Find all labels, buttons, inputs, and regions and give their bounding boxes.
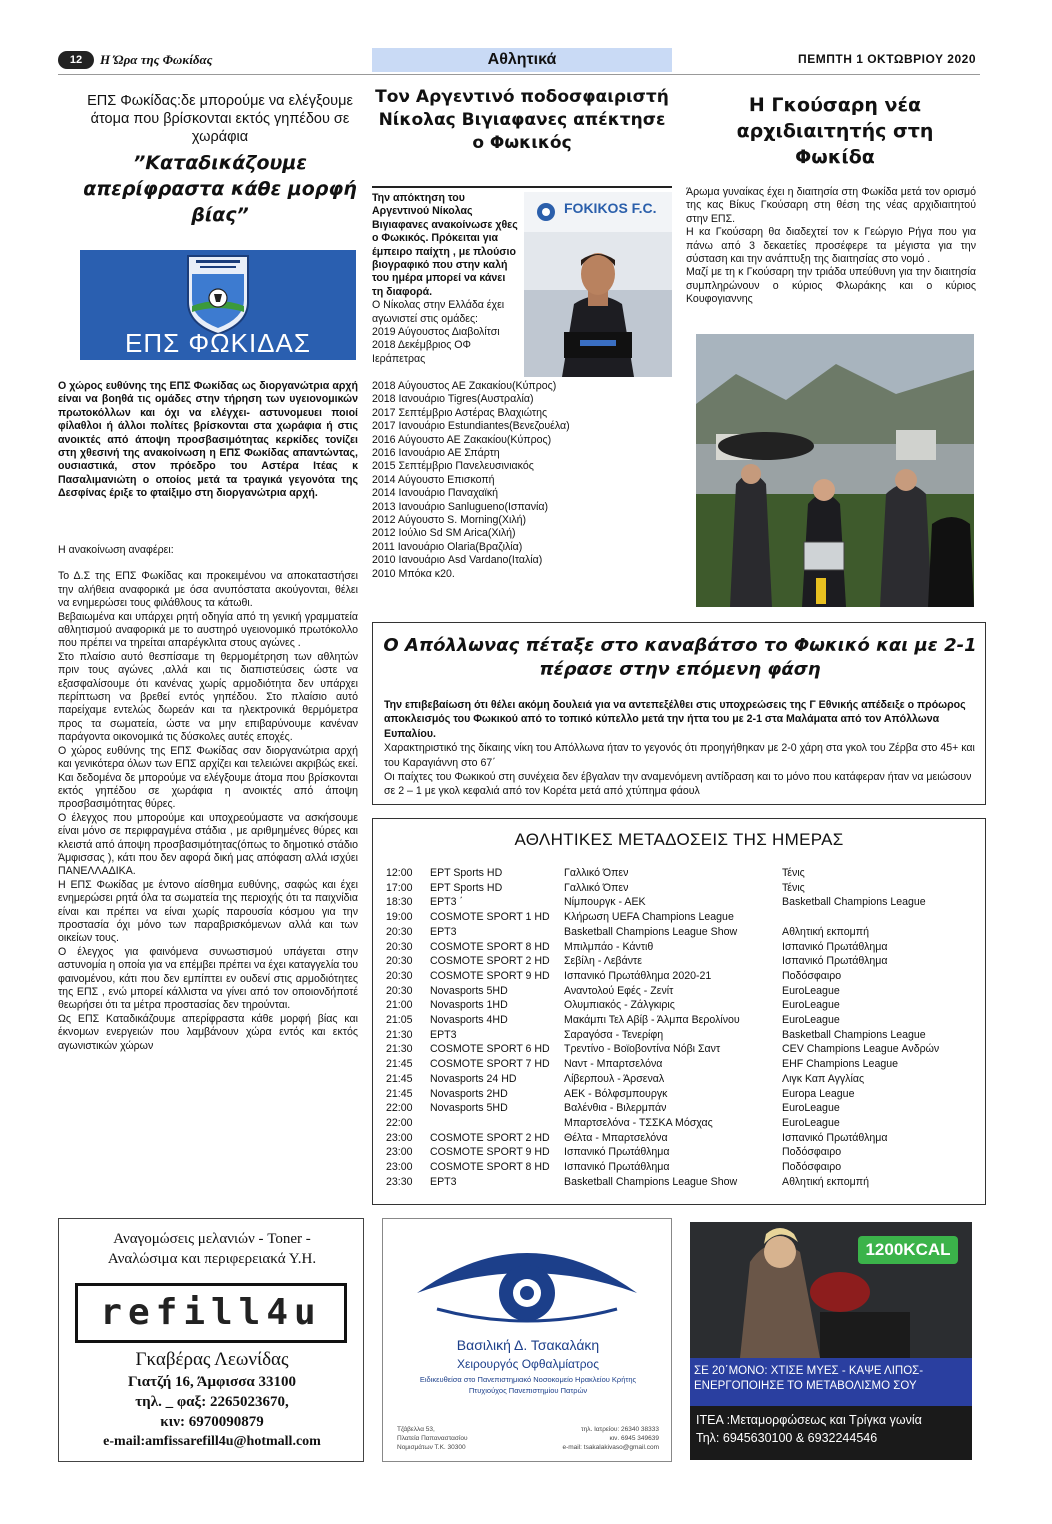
- eps-logo-text: ΕΠΣ ΦΩΚΙΔΑΣ: [125, 328, 311, 358]
- refill-name: Γκαβέρας Λεωνίδας: [135, 1349, 289, 1370]
- refill-logo-frame: [75, 1283, 347, 1343]
- broadcast-channel: COSMOTE SPORT 7 HD: [430, 1058, 550, 1071]
- tv-listing-row: [386, 1101, 976, 1116]
- eps-paragraph: Βεβαιωμένα και υπάρχει ρητή οδηγία από τη γενική γραμματεία αθλητισμού αναφορικά με το αυστηρό υγειονομικό πρωτόκολλο που πρέπει να τηρείται απαρέγκλιτα στους αγώνες .: [58, 610, 358, 650]
- broadcast-time: 20:30: [386, 955, 413, 968]
- broadcast-time: 23:00: [386, 1161, 413, 1174]
- broadcast-category: EuroLeague: [782, 1014, 840, 1027]
- broadcast-event: Μπαρτσελόνα - ΤΣΣΚΑ Μόσχας: [564, 1116, 713, 1129]
- broadcast-event: Νίμπουργκ - ΑΕΚ: [564, 896, 646, 909]
- career-item: 2016 Αύγουστο ΑΕ Ζακακίου(Κύπρος): [372, 433, 552, 446]
- career-list: [372, 380, 672, 581]
- broadcast-event: Σαραγόσα - Τενερίφη: [564, 1028, 664, 1041]
- career-item: 2010 Μπόκα κ20.: [372, 567, 455, 580]
- broadcast-channel: Novasports 5HD: [430, 1102, 508, 1115]
- refill-ad: [58, 1218, 364, 1462]
- eps-logo-image: [80, 250, 356, 360]
- broadcast-time: 18:30: [386, 896, 413, 909]
- apollon-lead: Την επιβεβαίωση ότι θέλει ακόμη δουλειά για να αντεπεξέλθει στις υποχρεώσεις της Γ Εθνικής απέδειξε ο πρόωρος αποκλεισμός του Φωκικού από το τοπικό κύπελλο μετά την ήττα του με 2-1 στα Μαλάματα από τον Απόλλωνα Ευπαλίου.: [384, 699, 966, 740]
- broadcast-time: 12:00: [386, 867, 413, 879]
- broadcast-time: 23:30: [386, 1175, 413, 1188]
- eps-paragraph: Η ΕΠΣ Φωκίδας με έντονο αίσθημα ευθύνης, σαφώς και έχει ενημερώσει ρητά όλα τα σωματεία της περιοχής ότι τα παιχνίδια είναι και πρέπει να είναι χωρίς παρουσία κόσμου για την προστασία όχι μόνο των παραβρισκόμενων αλλά και των οικείων τους.: [58, 878, 358, 945]
- tv-listing-row: [386, 1013, 976, 1028]
- refill-phone: τηλ. _ φαξ: 2265023670,: [135, 1394, 289, 1410]
- tv-listing-row: [386, 1175, 976, 1190]
- tv-listing-row: [386, 895, 976, 910]
- broadcast-time: 17:00: [386, 881, 413, 894]
- broadcast-category: Λιγκ Καπ Αγγλίας: [782, 1072, 865, 1085]
- eps-intro: Ο χώρος ευθύνης της ΕΠΣ Φωκίδας ως διοργανώτρια αρχή είναι να βοηθά τις ομάδες στην τήρηση των υγειονομικών πρωτοκόλλων και όχι να ελέγχει- αστυνομευει ποιοί φίλαθλοι ή άλλοι πολίτες βρίσκονται στα χωράφια ή στις ανοικτές από άποψη προσβασιμότητας κερκίδες τονίζει στη χθεσινή της ανακοίνωση η ΕΠΣ Φωκίδας απαντώντας, ουσιαστικά, στον πρόεδρο του Αστέρα Ιτέας κ Πασαλιμανιώτη ο οποίος μετά τα τραγικά γεγονότα της Δεσφίνας έριξε το φταίξιμο στη διοργανώτρια αρχή.: [58, 380, 358, 500]
- tv-listing-row: [386, 1028, 976, 1043]
- tv-listing-row: [386, 866, 976, 881]
- refill-mobile: κιν: 6970090879: [160, 1414, 264, 1430]
- broadcast-event: Γαλλικό Όπεν: [564, 867, 629, 879]
- tv-listing-row: [386, 1131, 976, 1146]
- broadcast-event: Σεβίλη - Λεβάντε: [564, 955, 642, 968]
- tv-listing-row: [386, 984, 976, 999]
- broadcast-channel: COSMOTE SPORT 2 HD: [430, 1131, 550, 1144]
- tv-listing-row: [386, 1042, 976, 1057]
- career-item: 2014 Ιανουάριο Παναχαϊκή: [372, 487, 499, 500]
- tv-listings-title: ΑΘΛΗΤΙΚΕΣ ΜΕΤΑΔΟΣΕΙΣ ΤΗΣ ΗΜΕΡΑΣ: [514, 830, 844, 849]
- broadcast-event: Ισπανικό Πρωτάθλημα: [564, 1146, 670, 1159]
- broadcast-time: 20:30: [386, 984, 413, 997]
- player-photo: [524, 192, 672, 377]
- broadcast-time: 23:00: [386, 1131, 413, 1144]
- referee-paragraph: Μαζί με τη κ Γκούσαρη την τριάδα υπεύθυνη για την διαιτησία συμπληρώνουν ο κύριος Φλωράκης και ο κύριος Κουφογιαννης: [686, 266, 976, 306]
- headline-rule: [372, 186, 672, 188]
- newspaper-name: Η Ώρα της Φωκίδας: [100, 52, 213, 67]
- broadcast-category: EuroLeague: [782, 1102, 840, 1115]
- eps-paragraph: Ο έλεγχος που μπορούμε και υποχρεούμαστε να ασκήσουμε είναι μόνο σε περιφραγμένα στάδια , με αριθμημένες θύρες και κλειστά από άποψη προσβασιμότητας(όπως το δημοτικό στάδιο Άμφισσας ), κάτι που δεν αφορά δική μας απόφαση αλλά ισχύει ΠΑΝΕΛΛΑΔΙΚΑ.: [58, 811, 358, 878]
- broadcast-channel: COSMOTE SPORT 6 HD: [430, 1043, 550, 1056]
- gym-phones: Τηλ: 6945630100 & 6932244546: [696, 1431, 878, 1445]
- career-item: 2012 Αύγουστο S. Morning(Χιλή): [372, 514, 527, 527]
- argentine-teams-intro: Ο Νίκολας στην Ελλάδα έχει αγωνιστεί στις ομάδες:: [372, 299, 505, 325]
- broadcast-event: Ισπανικό Πρωτάθλημα: [564, 1161, 670, 1174]
- career-item: 2018 Αύγουστος ΑΕ Ζακακίου(Κύπρος): [372, 380, 557, 392]
- broadcast-channel: Novasports 4HD: [430, 1014, 508, 1027]
- broadcast-time: 21:45: [386, 1072, 413, 1085]
- broadcast-time: 20:30: [386, 940, 413, 953]
- broadcast-time: 20:30: [386, 969, 413, 982]
- eps-paragraph: Ως ΕΠΣ Καταδικάζουμε απερίφραστα κάθε μορφή βίας και έκνομων ενεργειών που λαμβάνουν χώρα εντός και εκτός αγωνιστικών χώρων: [58, 1012, 358, 1052]
- broadcast-time: 21:45: [386, 1058, 413, 1071]
- tv-listings-table: [386, 866, 976, 1189]
- tv-listing-row: [386, 969, 976, 984]
- broadcast-category: Τένις: [782, 867, 805, 879]
- eps-kicker: ΕΠΣ Φωκίδας:δε μπορούμε να ελέγξουμε άτομα που βρίσκονται εκτός γηπέδου σε χωράφια: [87, 93, 353, 145]
- referee-illustration: [696, 334, 974, 607]
- career-item: 2015 Σεπτέμβριο Πανελευσινιακός: [372, 460, 534, 473]
- broadcast-event: Γαλλικό Όπεν: [564, 881, 629, 894]
- section-title: Αθλητικά: [372, 48, 672, 72]
- tv-listing-row: [386, 1145, 976, 1160]
- broadcast-channel: ΕΡΤ Sports HD: [430, 867, 503, 879]
- broadcast-event: Λίβερπουλ - Άρσεναλ: [564, 1072, 665, 1085]
- broadcast-channel: COSMOTE SPORT 8 HD: [430, 1161, 550, 1174]
- broadcast-time: 21:05: [386, 1014, 413, 1027]
- broadcast-time: 20:30: [386, 925, 413, 938]
- tv-listing-row: [386, 881, 976, 896]
- eps-paragraph: Το Δ.Σ της ΕΠΣ Φωκίδας και προκειμένου να αποκαταστήσει την αλήθεια αναφορικά με όσα ανυπόστατα ακούγονται, θέλει να ενημερώσει τους φιλάθλους τα κάτωθι.: [58, 570, 358, 610]
- tv-listing-row: [386, 940, 976, 955]
- broadcast-category: EuroLeague: [782, 1116, 840, 1129]
- career-item: 2017 Σεπτέμβριο Αστέρας Βλαχιώτης: [372, 406, 548, 419]
- tv-listing-row: [386, 954, 976, 969]
- referee-body: [686, 186, 976, 307]
- broadcast-time: 21:30: [386, 1028, 413, 1041]
- tv-listing-row: [386, 1072, 976, 1087]
- broadcast-event: ΑΕΚ - Βόλφσμπουργκ: [564, 1087, 668, 1100]
- broadcast-time: 21:30: [386, 1043, 413, 1056]
- tv-listing-row: [386, 910, 976, 925]
- broadcast-category: Ποδόσφαιρο: [782, 1146, 842, 1159]
- broadcast-channel: ΕΡΤ3: [430, 1028, 457, 1041]
- referee-headline: Η Γκούσαρη νέα αρχιδιαιτητής στη Φωκίδα: [736, 94, 934, 168]
- broadcast-time: 22:00: [386, 1116, 413, 1129]
- argentine-lead: [372, 192, 518, 366]
- apollon-headline: Ο Απόλλωνας πέταξε στο καναβάτσο το Φωκικό και με 2-1 πέρασε στην επόμενη φάση: [383, 635, 977, 680]
- eps-paragraph: Ο έλεγχος για φαινόμενα συνωστισμού υπάγεται στην αστυνομία η οποία για να επέμβει πρέπει να έχει καταγγελία του φαινομένου, κάτι που δεν εμπίπτει εν ουδενί στις αρμοδιότητες της ΕΠΣ , ενώ μπορεί κάλλιστα να γίνει από τον οποιονδήποτέ θεωρήσει ότι τα μέτρα προστασίας δεν τηρούνται.: [58, 945, 358, 1012]
- tv-listing-row: [386, 1160, 976, 1175]
- broadcast-channel: COSMOTE SPORT 9 HD: [430, 969, 550, 982]
- eps-paragraph: Η ανακοίνωση αναφέρει:: [58, 544, 174, 556]
- broadcast-category: Ισπανικό Πρωτάθλημα: [782, 1131, 888, 1144]
- broadcast-channel: COSMOTE SPORT 9 HD: [430, 1146, 550, 1159]
- career-item: 2010 Ιανουάριο Asd Vardano(Ιταλία): [372, 554, 543, 567]
- refill-ad-line: Αναγομώσεις μελανιών - Toner -: [113, 1231, 311, 1247]
- broadcast-category: Basketball Champions League: [782, 1028, 926, 1041]
- broadcast-time: 23:00: [386, 1146, 413, 1159]
- address-line: Νομισμάτων Τ.Κ. 30300: [397, 1444, 466, 1451]
- broadcast-category: Ισπανικό Πρωτάθλημα: [782, 940, 888, 953]
- career-item: 2016 Ιανουάριο ΑΕ Σπάρτη: [372, 447, 500, 460]
- gym-location: ΙΤΕΑ :Μεταμορφώσεως και Τρίγκα γωνία: [696, 1413, 922, 1427]
- broadcast-channel: ΕΡΤ Sports HD: [430, 881, 503, 894]
- broadcast-category: EHF Champions League: [782, 1058, 899, 1071]
- broadcast-channel: ΕΡΤ3: [430, 925, 457, 938]
- apollon-body: [384, 698, 978, 799]
- contact-line: κιν. 6945 349639: [609, 1435, 659, 1442]
- broadcast-channel: COSMOTE SPORT 8 HD: [430, 940, 550, 953]
- broadcast-event: Θέλτα - Μπαρτσελόνα: [564, 1131, 668, 1144]
- tv-listing-row: [386, 1057, 976, 1072]
- career-item: 2011 Ιανουάριο Olaria(Βραζιλία): [372, 540, 523, 553]
- argentine-lead-text: Την απόκτηση του Αργεντινού Νίκολας Βιγιαφανες ανακοίνωσε χθες ο Φωκικός. Πρόκειται για έμπειρο παίχτη , με πλούσιο βιογραφικό που στην καλή του ημέρα μπορεί να κάνει τη διαφορά.: [372, 192, 518, 298]
- refill-logo: refill4u: [100, 1292, 322, 1333]
- broadcast-event: Κλήρωση UEFA Champions League: [564, 911, 734, 924]
- calorie-badge: 1200KCAL: [858, 1236, 958, 1264]
- broadcast-channel: COSMOTE SPORT 2 HD: [430, 955, 550, 968]
- broadcast-category: Europa League: [782, 1087, 855, 1100]
- broadcast-channel: Novasports 24 HD: [430, 1072, 517, 1085]
- broadcast-category: Αθλητική εκπομπή: [782, 1175, 869, 1188]
- broadcast-category: Αθλητική εκπομπή: [782, 925, 869, 938]
- broadcast-event: Αναντολού Εφές - Ζενίτ: [564, 984, 674, 997]
- tv-listing-row: [386, 925, 976, 940]
- career-item: 2018 Δεκέμβριος ΟΦ Ιεράπετρας: [372, 339, 471, 365]
- broadcast-event: Ισπανικό Πρωτάθλημα 2020-21: [564, 969, 712, 982]
- doctor-name: Βασιλική Δ. Τσακαλάκη: [456, 1337, 600, 1353]
- broadcast-time: 22:00: [386, 1102, 413, 1115]
- refill-email[interactable]: e-mail:amfissarefill4u@hotmall.com: [103, 1434, 321, 1449]
- refill-address: Γιατζή 16, Άμφισσα 33100: [128, 1374, 296, 1390]
- eps-paragraph: Ο χώρος ευθύνης της ΕΠΣ Φωκίδας σαν διοργανώτρια αρχή και γενικότερα όλων των ΕΠΣ αρχίζει και τελειώνει ακριβώς εκεί. Και δεδομένα δε μπορούμε να ελέγξουμε άτομα που βρίσκονται εκτός γηπέδου σε χωράφια η ανοικτές από άποψη προσβασιμότητας θύρες.: [58, 744, 358, 811]
- issue-date: ΠΕΜΠΤΗ 1 ΟΚΤΩΒΡΙΟΥ 2020: [798, 52, 976, 66]
- broadcast-category: Basketball Champions League: [782, 896, 926, 909]
- broadcast-time: 19:00: [386, 911, 413, 924]
- page-number: 12: [58, 51, 94, 69]
- contact-line[interactable]: e-mail: tsakalakivaso@gmail.com: [562, 1444, 659, 1451]
- tv-listing-row: [386, 1116, 976, 1131]
- broadcast-channel: Novasports 5HD: [430, 984, 508, 997]
- broadcast-channel: COSMOTE SPORT 1 HD: [430, 911, 550, 924]
- broadcast-category: Ποδόσφαιρο: [782, 1161, 842, 1174]
- broadcast-channel: ΕΡΤ3: [430, 1175, 457, 1188]
- broadcast-event: Basketball Champions League Show: [564, 1175, 738, 1188]
- doctor-address: [397, 1425, 468, 1452]
- referee-paragraph: Η κα Γκούσαρη θα διαδεχτεί τον κ Γεώργιο Ρήγα που για πάνω από 3 δεκαετίες προσέφερε τα μέγιστα για την σύσταση και την ανάπτυξη της διαιτησίας στο νομό .: [686, 226, 976, 266]
- broadcast-event: Ολυμπιακός - Ζάλγκιρις: [564, 999, 675, 1012]
- broadcast-event: Βαλένθια - Βιλερμπάν: [564, 1102, 667, 1115]
- broadcast-time: 21:45: [386, 1087, 413, 1100]
- eps-headline: ”Καταδικάζουμε απερίφραστα κάθε μορφή βίας”: [83, 152, 357, 226]
- career-item: 2012 Ιούλιο Sd SM Arica(Χιλή): [372, 527, 516, 540]
- doctor-spec: Ειδικευθείσα στο Πανεπιστημιακό Νοσοκομείο Ηρακλείου Κρήτης: [419, 1375, 637, 1384]
- referee-photo: [696, 334, 974, 607]
- broadcast-event: Ναντ - Μπαρτσελόνα: [564, 1058, 663, 1071]
- broadcast-category: EuroLeague: [782, 999, 840, 1012]
- contact-line: τηλ. Ιατρείου: 26340 38333: [581, 1426, 659, 1433]
- career-item: 2013 Ιανουάριο Sanlugueno(Ισπανία): [372, 500, 549, 513]
- broadcast-channel: Novasports 1HD: [430, 999, 508, 1012]
- broadcast-channel: Novasports 2HD: [430, 1087, 508, 1100]
- doctor-contact: [562, 1425, 659, 1452]
- apollon-paragraph: Οι παίχτες του Φωκικού στη συνέχεια δεν έβγαλαν την αναμενόμενη αντίδραση και το μόνο που κατάφεραν ήταν να μειώσουν σε 2 – 1 με γκολ κεφαλιά από τον Κορέτα μετά από χτύπημα φάουλ: [384, 771, 972, 798]
- eye-icon: [407, 1233, 647, 1333]
- career-item: 2019 Αύγουστος Διαβολίτσι: [372, 326, 500, 339]
- broadcast-category: CEV Champions League Ανδρών: [782, 1043, 940, 1056]
- broadcast-event: Μπιλμπάο - Κάντιθ: [564, 940, 654, 953]
- ophthalmologist-ad: [382, 1218, 672, 1462]
- argentine-headline: Τον Αργεντινό ποδοσφαιριστή Νίκολας Βιγιαφανες απέκτησε ο Φωκικός: [375, 87, 669, 153]
- gym-ad: [690, 1222, 972, 1460]
- broadcast-event: Τρεντίνο - Βοϊοβοντίνα Νόβι Σαντ: [564, 1043, 721, 1056]
- address-line: Τζάβελλα 53,: [397, 1426, 435, 1433]
- gym-slogan: ΣΕ 20΄ΜΟΝΟ: ΧΤΙΣΕ ΜΥΕΣ - ΚΑΨΕ ΛΙΠΟΣ-ΕΝΕΡΓΟΠΟΙΗΣΕ ΤΟ ΜΕΤΑΒΟΛΙΣΜΟ ΣΟΥ: [690, 1358, 972, 1406]
- broadcast-event: Μακάμπι Τελ Αβίβ - Άλμπα Βερολίνου: [564, 1014, 740, 1027]
- referee-paragraph: Άρωμα γυναίκας έχει η διαιτησία στη Φωκίδα μετά τον ορισμό της κας Βίκυς Γκούσαρη στη θέση της νέας αρχιδιαιτητού στην ΕΠΣ.: [686, 186, 976, 225]
- refill-ad-line: Αναλώσιμα και περιφερειακά Υ.Η.: [107, 1251, 317, 1267]
- broadcast-time: 21:00: [386, 999, 413, 1012]
- tv-listing-row: [386, 998, 976, 1013]
- broadcast-category: Ποδόσφαιρο: [782, 969, 842, 982]
- career-item: 2014 Αύγουστο Επισκοπή: [372, 473, 495, 486]
- broadcast-event: Basketball Champions League Show: [564, 925, 738, 938]
- fokikos-sign: FOKIKOS F.C.: [564, 200, 657, 216]
- doctor-spec: Πτυχιούχος Πανεπιστημίου Πατρών: [468, 1386, 588, 1395]
- career-item: 2018 Ιανουάριο Tigres(Αυστραλία): [372, 393, 534, 406]
- broadcast-channel: [430, 1116, 564, 1131]
- tv-listing-row: [386, 1087, 976, 1102]
- broadcast-channel: ΕΡΤ3 ΄: [430, 896, 463, 909]
- doctor-role: Χειρουργός Οφθαλμίατρος: [457, 1357, 599, 1371]
- career-item: 2017 Ιανουάριο Estundiantes(Βενεζουέλα): [372, 420, 570, 433]
- eps-paragraph: Στο πλαίσιο αυτό θεσπίσαμε τη θερμομέτρηση των αθλητών πριν τους αγώνες ,αλλά και τις διαπιστεύσεις ώστε να εξασφαλίσουμε ότι κανένας χωρίς αρμοδιότητα δεν υπάρχει περίπτωση να βρεθεί εντός γηπέδου. Στο πλαίσιο αυτό παρείχαμε εντελώς δωρεάν και τα ηλεκτρονικά θερμόμετρα προς τα σωματεία, ώστε να μην επιβαρύνουμε κανέναν παράγοντα οικονομικά τις δύσκολες αυτές εποχές.: [58, 650, 358, 744]
- header-rule: [58, 74, 980, 75]
- player-illustration: [524, 192, 672, 377]
- broadcast-category: [782, 910, 976, 925]
- broadcast-category: Ισπανικό Πρωτάθλημα: [782, 955, 888, 968]
- address-line: Πλατεία Παπαναστασίου: [397, 1435, 468, 1442]
- broadcast-category: Τένις: [782, 881, 805, 894]
- eps-body: [58, 544, 358, 1053]
- broadcast-category: EuroLeague: [782, 984, 840, 997]
- apollon-paragraph: Χαρακτηριστικό της δίκαιης νίκη του Απόλλωνα ήταν το γεγονός ότι προηγήθηκαν με 2-0 χάρη στα γκολ του Ζέρβα στο 45+ και του Καραγιάννη στο 67΄: [384, 742, 975, 769]
